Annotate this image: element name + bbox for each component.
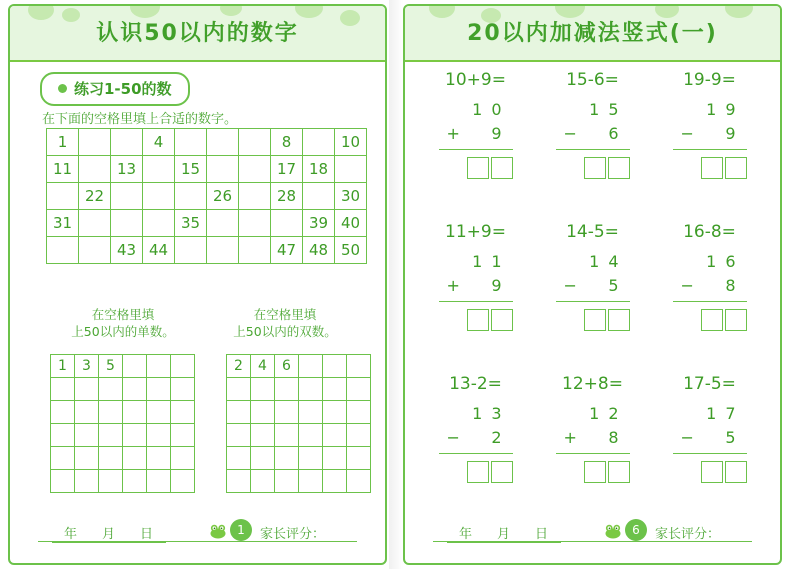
grid-cell[interactable]: [79, 156, 111, 183]
grid-cell[interactable]: [275, 470, 299, 493]
grid-cell[interactable]: [347, 424, 371, 447]
grid-cell[interactable]: [47, 183, 79, 210]
vertical-bottom-number: 8: [725, 276, 745, 295]
grid-cell[interactable]: [347, 447, 371, 470]
grid-cell[interactable]: [299, 424, 323, 447]
even-grid-body: [227, 355, 371, 493]
problem-expression: 14-5=: [566, 222, 619, 242]
grid-cell[interactable]: [111, 210, 143, 237]
table-row: [227, 470, 371, 493]
table-row: [51, 424, 195, 447]
grid-cell[interactable]: [171, 470, 195, 493]
vertical-operator: −: [446, 428, 460, 447]
answer-box[interactable]: [491, 309, 513, 331]
grid-cell[interactable]: [111, 183, 143, 210]
vertical-rule: [556, 453, 630, 455]
left-page-header-band: [10, 6, 385, 62]
vertical-top-row: [556, 250, 630, 274]
answer-box[interactable]: [584, 461, 606, 483]
vertical-operator: −: [563, 276, 577, 295]
grid-cell[interactable]: [79, 237, 111, 264]
right-footer: [425, 521, 760, 547]
answer-box[interactable]: [701, 461, 723, 483]
odd-numbers-instruction: [48, 306, 198, 340]
grid-cell[interactable]: [147, 470, 171, 493]
problem-expression: 19-9=: [683, 70, 736, 90]
grid-cell[interactable]: 5: [99, 355, 123, 378]
vertical-rule: [673, 453, 747, 455]
left-page-title: 认识50以内的数字: [96, 21, 299, 46]
grid-cell[interactable]: [143, 183, 175, 210]
even-numbers-instruction: [210, 306, 360, 340]
vertical-top-row: [439, 250, 513, 274]
vertical-form: [556, 402, 630, 483]
answer-box[interactable]: [608, 157, 630, 179]
grid-cell[interactable]: 15: [175, 156, 207, 183]
vertical-form: [439, 402, 513, 483]
grid-cell[interactable]: 31: [47, 210, 79, 237]
vertical-form: [556, 98, 630, 179]
right-page-header-band: [405, 6, 780, 62]
vertical-op-blank: [564, 402, 586, 426]
grid-cell[interactable]: [147, 424, 171, 447]
table-row: [47, 237, 367, 264]
table-row: [47, 183, 367, 210]
table-row: [227, 424, 371, 447]
vertical-bottom-number: 9: [725, 124, 745, 143]
footer-year[interactable]: 年: [447, 527, 485, 543]
grid-cell[interactable]: 48: [303, 237, 335, 264]
grid-cell[interactable]: [251, 470, 275, 493]
vertical-top-number: 19: [706, 100, 745, 119]
vertical-rule: [556, 149, 630, 151]
grid-cell[interactable]: [123, 447, 147, 470]
answer-boxes[interactable]: [556, 157, 630, 179]
vertical-top-number: 17: [706, 404, 745, 423]
grid-cell[interactable]: [75, 447, 99, 470]
vertical-top-number: 10: [472, 100, 511, 119]
vertical-op-blank: [681, 402, 703, 426]
grid-cell[interactable]: [271, 210, 303, 237]
answer-box[interactable]: [608, 309, 630, 331]
grid-cell[interactable]: [75, 401, 99, 424]
vertical-bottom-row: [439, 274, 513, 298]
grid-cell[interactable]: 2: [227, 355, 251, 378]
vertical-op-blank: [447, 250, 469, 274]
answer-box[interactable]: [467, 461, 489, 483]
answer-boxes[interactable]: [673, 309, 747, 331]
problem-expression: 11+9=: [445, 222, 506, 242]
grid-cell[interactable]: 4: [251, 355, 275, 378]
right-page: [395, 0, 790, 569]
problem-item: [651, 68, 768, 220]
grid-cell[interactable]: [123, 470, 147, 493]
grid-cell[interactable]: [227, 447, 251, 470]
left-instruction: 在下面的空格里填上合适的数字。: [42, 112, 238, 127]
vertical-form: [556, 250, 630, 331]
answer-box[interactable]: [584, 157, 606, 179]
grid-cell[interactable]: [147, 355, 171, 378]
problem-expression: 10+9=: [445, 70, 506, 90]
grid-cell[interactable]: [123, 378, 147, 401]
grid-cell[interactable]: [251, 378, 275, 401]
vertical-bottom-number: 9: [491, 276, 511, 295]
vertical-top-number: 11: [472, 252, 511, 271]
exercise-badge: [40, 72, 190, 106]
grid-cell[interactable]: [227, 470, 251, 493]
grid-cell[interactable]: [99, 401, 123, 424]
table-row: [227, 378, 371, 401]
vertical-op-blank: [447, 98, 469, 122]
grid-cell[interactable]: [347, 378, 371, 401]
vertical-op-blank: [564, 98, 586, 122]
vertical-bottom-row: [673, 274, 747, 298]
answer-box[interactable]: [608, 461, 630, 483]
grid-cell[interactable]: [275, 378, 299, 401]
grid-cell[interactable]: [143, 210, 175, 237]
grid-cell[interactable]: [99, 447, 123, 470]
vertical-bottom-row: [439, 426, 513, 450]
table-row: [47, 210, 367, 237]
vertical-top-row: [556, 98, 630, 122]
left-page-frame: [8, 4, 387, 565]
table-row: [51, 401, 195, 424]
grid-cell[interactable]: [275, 447, 299, 470]
grid-cell[interactable]: [323, 401, 347, 424]
table-row: [51, 470, 195, 493]
problem-expression: 17-5=: [683, 374, 736, 394]
grid-cell[interactable]: 4: [143, 129, 175, 156]
grid-cell[interactable]: [79, 129, 111, 156]
problem-item: [534, 220, 651, 372]
grid-cell[interactable]: [207, 156, 239, 183]
grid-cell[interactable]: [299, 378, 323, 401]
grid-cell[interactable]: [175, 183, 207, 210]
vertical-form: [439, 250, 513, 331]
grid-cell[interactable]: [147, 447, 171, 470]
grid-cell[interactable]: [251, 447, 275, 470]
grid-cell[interactable]: [99, 378, 123, 401]
answer-box[interactable]: [491, 461, 513, 483]
decorative-blob: [220, 6, 242, 16]
vertical-bottom-number: 6: [608, 124, 628, 143]
vertical-rule: [439, 301, 513, 303]
vertical-form: [673, 250, 747, 331]
page-number-badge: 6: [625, 519, 647, 541]
vertical-bottom-number: 5: [608, 276, 628, 295]
grid-cell[interactable]: [299, 470, 323, 493]
grid-cell[interactable]: [251, 401, 275, 424]
grid-cell[interactable]: [299, 447, 323, 470]
grid-cell[interactable]: [51, 447, 75, 470]
vertical-top-row: [439, 98, 513, 122]
answer-boxes[interactable]: [439, 157, 513, 179]
grid-cell[interactable]: [147, 378, 171, 401]
grid-cell[interactable]: [143, 156, 175, 183]
grid-cell[interactable]: 18: [303, 156, 335, 183]
problem-expression: 16-8=: [683, 222, 736, 242]
answer-box[interactable]: [725, 309, 747, 331]
vertical-operator: −: [563, 124, 577, 143]
vertical-top-row: [673, 98, 747, 122]
grid-cell[interactable]: 47: [271, 237, 303, 264]
vertical-operator: −: [680, 428, 694, 447]
grid-cell[interactable]: [75, 470, 99, 493]
number-grid-1-50[interactable]: [46, 128, 367, 264]
vertical-top-row: [673, 250, 747, 274]
grid-cell[interactable]: [51, 424, 75, 447]
vertical-bottom-number: 8: [608, 428, 628, 447]
vertical-bottom-row: [673, 426, 747, 450]
problem-expression: 15-6=: [566, 70, 619, 90]
grid-cell[interactable]: 1: [51, 355, 75, 378]
exercise-badge-label: 练习1-50的数: [74, 80, 172, 98]
vertical-top-row: [673, 402, 747, 426]
grid-cell[interactable]: [299, 355, 323, 378]
grid-cell[interactable]: [47, 237, 79, 264]
table-row: [51, 378, 195, 401]
grid-cell[interactable]: [175, 129, 207, 156]
table-row: [51, 447, 195, 470]
vertical-operator: +: [446, 276, 460, 295]
grid-cell[interactable]: [175, 237, 207, 264]
parent-score-label: 家长评分：: [655, 527, 721, 542]
grid-cell[interactable]: [123, 401, 147, 424]
vertical-rule: [673, 149, 747, 151]
vertical-op-blank: [564, 250, 586, 274]
grid-cell[interactable]: [335, 156, 367, 183]
answer-boxes[interactable]: [556, 461, 630, 483]
table-row: [227, 401, 371, 424]
grid-cell[interactable]: [299, 401, 323, 424]
problem-item: [417, 372, 534, 524]
grid-cell[interactable]: [239, 156, 271, 183]
problem-item: [534, 372, 651, 524]
grid-cell[interactable]: [51, 470, 75, 493]
vertical-form: [439, 98, 513, 179]
left-footer: [30, 521, 365, 547]
grid-cell[interactable]: [303, 129, 335, 156]
grid-cell[interactable]: 44: [143, 237, 175, 264]
odd-numbers-grid[interactable]: [50, 354, 195, 493]
vertical-top-number: 15: [589, 100, 628, 119]
grid-cell[interactable]: [75, 424, 99, 447]
footer-month[interactable]: 月: [90, 527, 128, 543]
vertical-operator: +: [446, 124, 460, 143]
footer-day[interactable]: 日: [523, 527, 561, 543]
grid-cell[interactable]: [251, 424, 275, 447]
right-page-title: 20以内加减法竖式(一): [467, 21, 718, 46]
vertical-problems-grid: [417, 68, 768, 524]
vertical-top-number: 16: [706, 252, 745, 271]
table-row: [47, 156, 367, 183]
grid-cell[interactable]: 6: [275, 355, 299, 378]
grid-cell[interactable]: [275, 401, 299, 424]
answer-boxes[interactable]: [439, 309, 513, 331]
grid-cell[interactable]: 3: [75, 355, 99, 378]
vertical-top-row: [556, 402, 630, 426]
vertical-top-number: 13: [472, 404, 511, 423]
grid-cell[interactable]: [79, 210, 111, 237]
frog-icon: [603, 521, 623, 541]
problem-expression: 12+8=: [562, 374, 623, 394]
even-instruction-line2: 上50以内的双数。: [233, 324, 337, 339]
badge-dot-icon: [58, 84, 67, 93]
footer-year[interactable]: 年: [52, 527, 90, 543]
grid-cell[interactable]: 43: [111, 237, 143, 264]
frog-icon: [208, 521, 228, 541]
vertical-bottom-number: 2: [491, 428, 511, 447]
grid-cell[interactable]: [347, 470, 371, 493]
grid-cell[interactable]: 11: [47, 156, 79, 183]
answer-box[interactable]: [725, 461, 747, 483]
grid-cell[interactable]: 40: [335, 210, 367, 237]
footer-date[interactable]: [52, 523, 166, 542]
even-instruction-line1: 在空格里填: [253, 307, 317, 322]
vertical-rule: [439, 149, 513, 151]
grid-cell[interactable]: [239, 183, 271, 210]
problem-item: [417, 220, 534, 372]
problem-item: [534, 68, 651, 220]
vertical-op-blank: [681, 250, 703, 274]
grid-cell[interactable]: [123, 424, 147, 447]
answer-boxes[interactable]: [556, 309, 630, 331]
grid-cell[interactable]: 39: [303, 210, 335, 237]
grid-cell[interactable]: 35: [175, 210, 207, 237]
grid-cell[interactable]: [99, 470, 123, 493]
answer-box[interactable]: [725, 157, 747, 179]
vertical-bottom-row: [556, 274, 630, 298]
answer-boxes[interactable]: [673, 461, 747, 483]
vertical-form: [673, 98, 747, 179]
even-numbers-grid[interactable]: [226, 354, 371, 493]
grid-cell[interactable]: [227, 378, 251, 401]
problem-expression: 13-2=: [449, 374, 502, 394]
grid-cell[interactable]: [239, 129, 271, 156]
grid-cell[interactable]: [75, 378, 99, 401]
grid-cell[interactable]: [323, 378, 347, 401]
table-row: [227, 355, 371, 378]
vertical-top-number: 14: [589, 252, 628, 271]
grid-cell[interactable]: [239, 210, 271, 237]
grid-cell[interactable]: 26: [207, 183, 239, 210]
odd-instruction-line1: 在空格里填: [91, 307, 155, 322]
vertical-form: [673, 402, 747, 483]
odd-grid-body: [51, 355, 195, 493]
grid-cell[interactable]: [111, 129, 143, 156]
right-page-frame: [403, 4, 782, 565]
grid-cell[interactable]: [303, 183, 335, 210]
grid-cell[interactable]: 22: [79, 183, 111, 210]
grid-cell[interactable]: [323, 355, 347, 378]
footer-month[interactable]: 月: [485, 527, 523, 543]
grid-cell[interactable]: 30: [335, 183, 367, 210]
grid-cell[interactable]: [51, 401, 75, 424]
grid-cell[interactable]: 10: [335, 129, 367, 156]
vertical-rule: [556, 301, 630, 303]
vertical-rule: [439, 453, 513, 455]
grid-cell[interactable]: [239, 237, 271, 264]
problem-item: [651, 220, 768, 372]
grid-cell[interactable]: [347, 355, 371, 378]
answer-box[interactable]: [701, 157, 723, 179]
grid-cell[interactable]: [207, 237, 239, 264]
grid-cell[interactable]: [207, 210, 239, 237]
vertical-bottom-number: 9: [491, 124, 511, 143]
grid-cell[interactable]: [99, 424, 123, 447]
grid-cell[interactable]: [207, 129, 239, 156]
grid-cell[interactable]: [171, 378, 195, 401]
table-row: [227, 447, 371, 470]
grid-cell[interactable]: [227, 424, 251, 447]
vertical-rule: [673, 301, 747, 303]
vertical-operator: +: [563, 428, 577, 447]
grid-cell[interactable]: [123, 355, 147, 378]
problem-item: [417, 68, 534, 220]
grid-cell[interactable]: [323, 447, 347, 470]
page-number-badge: 1: [230, 519, 252, 541]
answer-box[interactable]: [467, 157, 489, 179]
vertical-bottom-number: 5: [725, 428, 745, 447]
table-row: [47, 129, 367, 156]
grid-cell[interactable]: [171, 355, 195, 378]
table-row: [51, 355, 195, 378]
answer-boxes[interactable]: [673, 157, 747, 179]
vertical-top-number: 12: [589, 404, 628, 423]
answer-box[interactable]: [467, 309, 489, 331]
vertical-op-blank: [681, 98, 703, 122]
problem-item: [651, 372, 768, 524]
number-grid-body: [47, 129, 367, 264]
vertical-bottom-row: [439, 122, 513, 146]
grid-cell[interactable]: 8: [271, 129, 303, 156]
grid-cell[interactable]: 1: [47, 129, 79, 156]
vertical-bottom-row: [556, 122, 630, 146]
grid-cell[interactable]: [171, 424, 195, 447]
vertical-op-blank: [447, 402, 469, 426]
parent-score-label: 家长评分：: [260, 527, 326, 542]
footer-date[interactable]: [447, 523, 561, 542]
grid-cell[interactable]: [323, 470, 347, 493]
grid-cell[interactable]: [171, 447, 195, 470]
grid-cell[interactable]: [275, 424, 299, 447]
vertical-bottom-row: [673, 122, 747, 146]
vertical-operator: −: [680, 276, 694, 295]
answer-box[interactable]: [701, 309, 723, 331]
vertical-bottom-row: [556, 426, 630, 450]
answer-boxes[interactable]: [439, 461, 513, 483]
grid-cell[interactable]: 13: [111, 156, 143, 183]
answer-box[interactable]: [584, 309, 606, 331]
grid-cell[interactable]: [323, 424, 347, 447]
grid-cell[interactable]: [147, 401, 171, 424]
grid-cell[interactable]: [171, 401, 195, 424]
grid-cell[interactable]: [51, 378, 75, 401]
odd-instruction-line2: 上50以内的单数。: [71, 324, 175, 339]
grid-cell[interactable]: 50: [335, 237, 367, 264]
grid-cell[interactable]: 17: [271, 156, 303, 183]
footer-day[interactable]: 日: [128, 527, 166, 543]
grid-cell[interactable]: [227, 401, 251, 424]
vertical-operator: −: [680, 124, 694, 143]
answer-box[interactable]: [491, 157, 513, 179]
grid-cell[interactable]: 28: [271, 183, 303, 210]
vertical-top-row: [439, 402, 513, 426]
grid-cell[interactable]: [347, 401, 371, 424]
